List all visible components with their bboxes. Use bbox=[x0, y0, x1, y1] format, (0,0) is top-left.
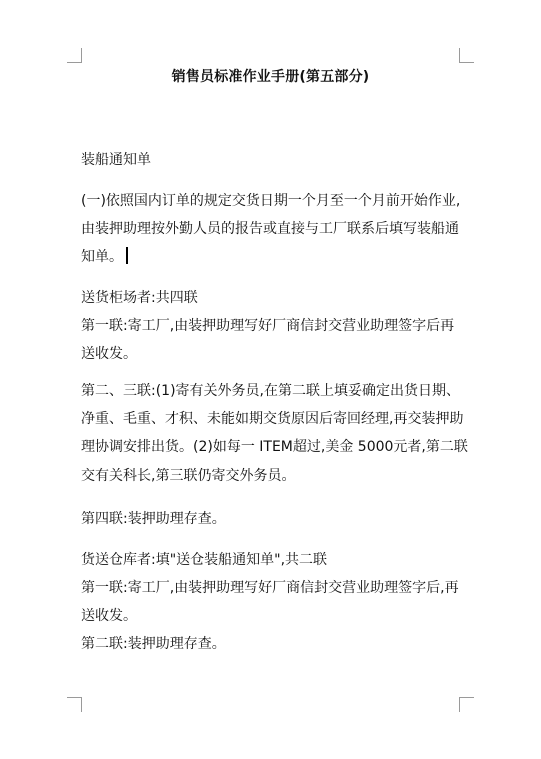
paragraph-line: 送货柜场者:共四联 bbox=[81, 290, 198, 306]
paragraph-line: 送收发。 bbox=[81, 608, 137, 624]
page-corner-mark-bottom-left bbox=[67, 697, 82, 712]
paragraph-line: 由装押助理按外勤人员的报告或直接与工厂联系后填写装船通 bbox=[81, 221, 459, 237]
paragraph-line: 送收发。 bbox=[81, 346, 137, 362]
paragraph-line-with-cursor[interactable] bbox=[81, 247, 128, 267]
page-corner-mark-bottom-right bbox=[459, 697, 474, 712]
paragraph-line: 第二联:装押助理存查。 bbox=[81, 636, 226, 652]
section-heading: 装船通知单 bbox=[81, 152, 151, 168]
paragraph-line: 第一联:寄工厂,由装押助理写好厂商信封交营业助理签字后,再 bbox=[81, 580, 459, 596]
document-title: 销售员标准作业手册(第五部分) bbox=[171, 69, 370, 85]
paragraph-line: 理协调安排出货。(2)如每一 ITEM超过,美金 5000元者,第二联 bbox=[81, 439, 468, 455]
paragraph-line: (一)依照国内订单的规定交货日期一个月至一个月前开始作业, bbox=[81, 193, 461, 209]
paragraph-line: 第二、三联:(1)寄有关外务员,在第二联上填妥确定出货日期、 bbox=[81, 383, 460, 399]
paragraph-line: 第四联:装押助理存查。 bbox=[81, 511, 226, 527]
text-cursor bbox=[126, 247, 128, 264]
paragraph-line: 交有关科长,第三联仍寄交外务员。 bbox=[81, 468, 296, 484]
paragraph-line: 货送仓库者:填"送仓装船通知单",共二联 bbox=[81, 552, 328, 568]
page-corner-mark-top-left bbox=[67, 48, 82, 63]
page-corner-mark-top-right bbox=[459, 48, 474, 63]
paragraph-line: 净重、毛重、才积、未能如期交货原因后寄回经理,再交装押助 bbox=[81, 411, 464, 427]
paragraph-line-text: 知单。 bbox=[81, 249, 123, 265]
paragraph-line: 第一联:寄工厂,由装押助理写好厂商信封交营业助理签字后再 bbox=[81, 318, 455, 334]
